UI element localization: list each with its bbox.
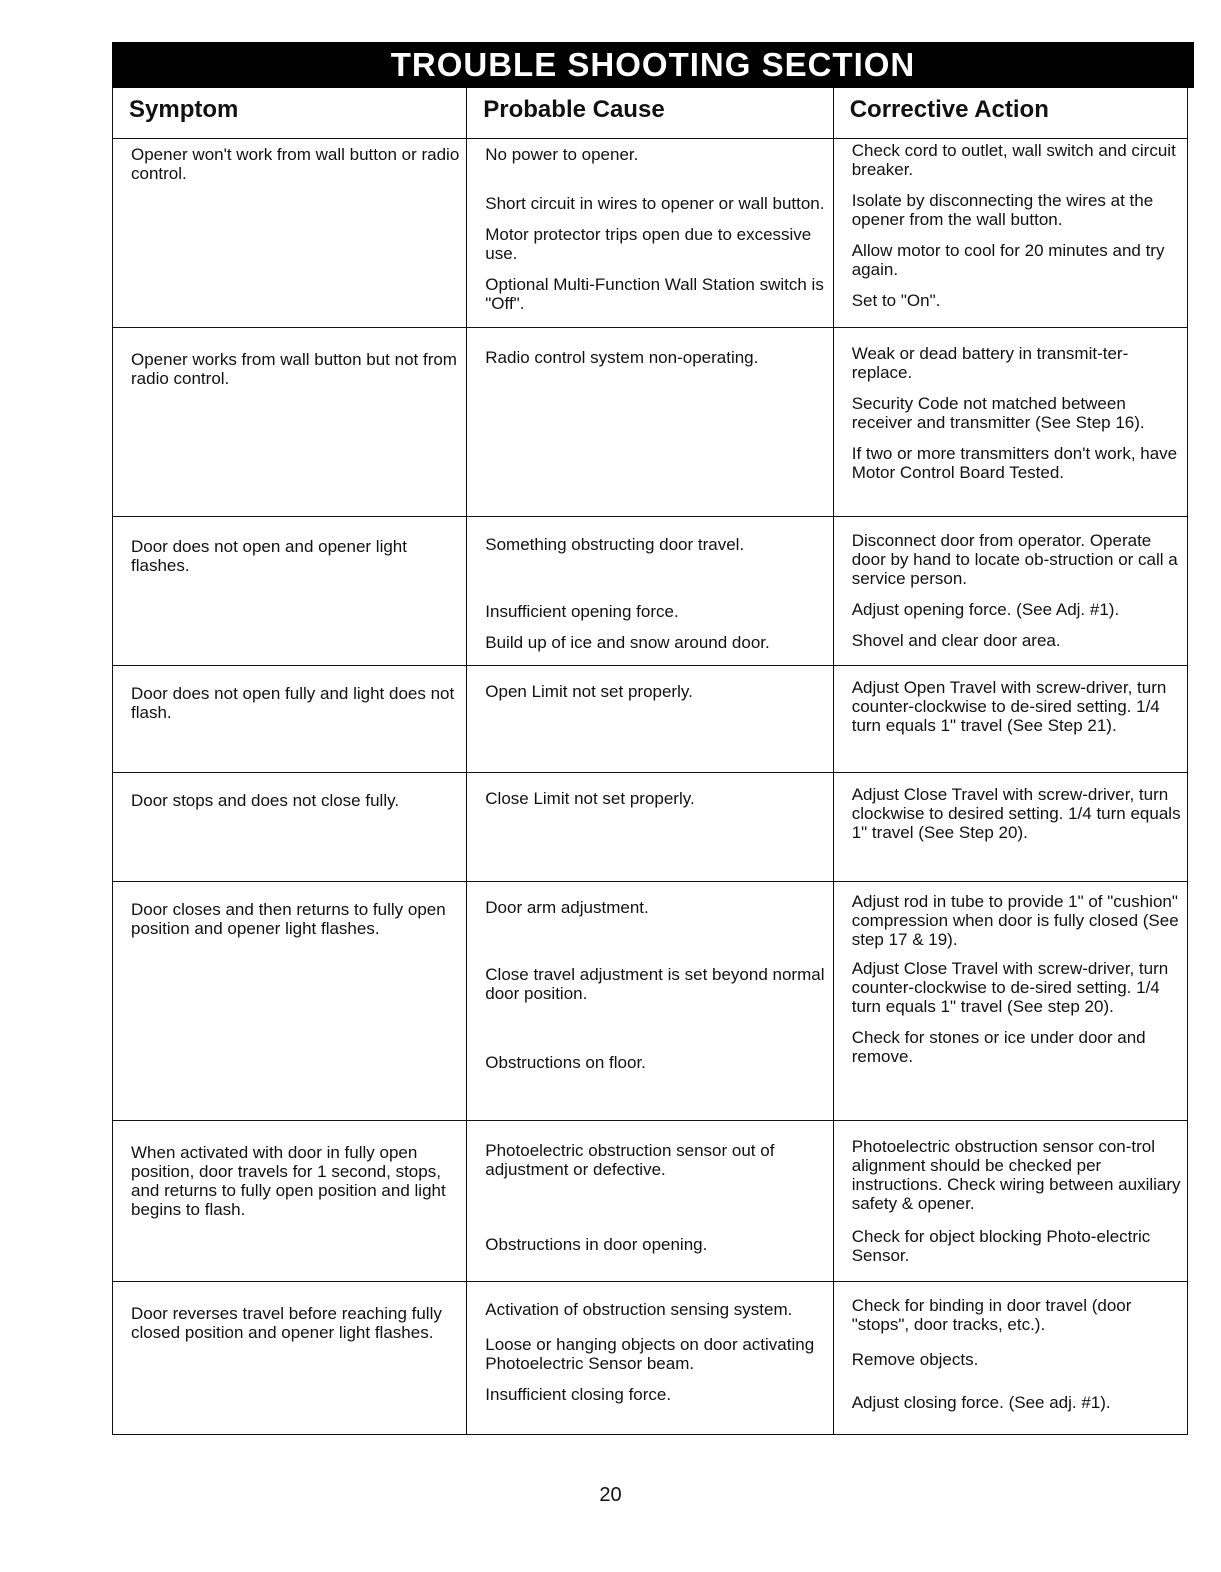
action-text: Adjust Close Travel with screw-driver, turn counter-clockwise to de-sired setting. 1/4 turn equals 1" travel (See step 20). <box>851 959 1169 1016</box>
symptom-text: Door stops and does not close fully. <box>131 791 400 810</box>
cause-text: Insufficient opening force. <box>485 602 679 621</box>
cause-text: Build up of ice and snow around door. <box>485 633 770 652</box>
cause-text: Loose or hanging objects on door activating Photoelectric Sensor beam. <box>485 1335 815 1373</box>
action-text: Set to "On". <box>851 291 941 310</box>
symptom-text: Door does not open and opener light flashes. <box>131 537 407 575</box>
action-text: Remove objects. <box>851 1350 979 1369</box>
action-text: Weak or dead battery in transmit-ter-replace. <box>851 344 1129 382</box>
cause-text: Close travel adjustment is set beyond normal door position. <box>485 965 825 1003</box>
table-row <box>113 139 1188 328</box>
cause-text: Optional Multi-Function Wall Station switch is "Off". <box>485 275 824 313</box>
action-text: Adjust opening force. (See Adj. #1). <box>851 600 1120 619</box>
action-text: Security Code not matched between receiver and transmitter (See Step 16). <box>851 394 1145 432</box>
table-row <box>113 773 1188 882</box>
cause-text: Radio control system non-operating. <box>485 348 759 367</box>
cause-text: Photoelectric obstruction sensor out of adjustment or defective. <box>485 1141 775 1179</box>
section-title: TROUBLE SHOOTING SECTION <box>112 42 1194 88</box>
cause-text: Open Limit not set properly. <box>485 682 693 701</box>
symptom-text: Door reverses travel before reaching fully closed position and opener light flashes. <box>131 1304 442 1342</box>
troubleshooting-page <box>112 42 1184 1435</box>
table-row <box>113 1121 1188 1282</box>
action-text: Check for object blocking Photo-electric Sensor. <box>851 1227 1151 1265</box>
action-header: Corrective Action <box>849 96 1049 123</box>
table-header-row <box>113 88 1188 139</box>
symptom-text: Door does not open fully and light does not flash. <box>131 684 455 722</box>
action-text: Shovel and clear door area. <box>851 631 1061 650</box>
action-text: Adjust rod in tube to provide 1" of "cushion" compression when door is fully closed (See step 17 & 19). <box>851 892 1179 949</box>
action-text: Adjust Open Travel with screw-driver, turn counter-clockwise to de-sired setting. 1/4 turn equals 1" travel (See Step 21). <box>851 678 1167 735</box>
action-text: Check for binding in door travel (door "stops", door tracks, etc.). <box>851 1296 1132 1334</box>
symptom-text: Opener won't work from wall button or radio control. <box>131 145 460 183</box>
action-text: Allow motor to cool for 20 minutes and try again. <box>851 241 1165 279</box>
cause-text: Short circuit in wires to opener or wall button. <box>485 194 825 213</box>
symptom-text: When activated with door in fully open position, door travels for 1 second, stops, and returns to fully open position and light begins to flash. <box>131 1143 446 1219</box>
cause-text: Close Limit not set properly. <box>485 789 695 808</box>
symptom-text: Opener works from wall button but not from radio control. <box>131 350 457 388</box>
troubleshooting-table <box>112 88 1188 1435</box>
cause-text: Obstructions in door opening. <box>485 1235 708 1254</box>
action-text: Photoelectric obstruction sensor con-trol alignment should be checked per instructions. Check wiring between auxiliary safety & opener. <box>851 1137 1181 1213</box>
action-text: Check cord to outlet, wall switch and circuit breaker. <box>851 141 1176 179</box>
table-row <box>113 882 1188 1121</box>
action-text: Isolate by disconnecting the wires at the opener from the wall button. <box>851 191 1154 229</box>
action-text: Check for stones or ice under door and remove. <box>851 1028 1146 1066</box>
action-text: Adjust Close Travel with screw-driver, turn clockwise to desired setting. 1/4 turn equals 1" travel (See Step 20). <box>851 785 1181 842</box>
table-row <box>113 517 1188 666</box>
cause-text: No power to opener. <box>485 145 639 164</box>
symptom-text: Door closes and then returns to fully open position and opener light flashes. <box>131 900 446 938</box>
cause-text: Something obstructing door travel. <box>485 535 745 554</box>
cause-text: Obstructions on floor. <box>485 1053 646 1072</box>
table-row <box>113 328 1188 517</box>
table-row <box>113 666 1188 773</box>
action-text: If two or more transmitters don't work, have Motor Control Board Tested. <box>851 444 1178 482</box>
cause-text: Activation of obstruction sensing system. <box>485 1300 793 1319</box>
cause-header: Probable Cause <box>483 96 665 123</box>
page-number: 20 <box>599 1484 622 1506</box>
cause-text: Door arm adjustment. <box>485 898 649 917</box>
symptom-header: Symptom <box>129 96 239 123</box>
cause-text: Motor protector trips open due to excessive use. <box>485 225 812 263</box>
table-row <box>113 1282 1188 1435</box>
cause-text: Insufficient closing force. <box>485 1385 672 1404</box>
action-text: Adjust closing force. (See adj. #1). <box>851 1393 1111 1412</box>
action-text: Disconnect door from operator. Operate door by hand to locate ob-struction or call a service person. <box>851 531 1178 588</box>
